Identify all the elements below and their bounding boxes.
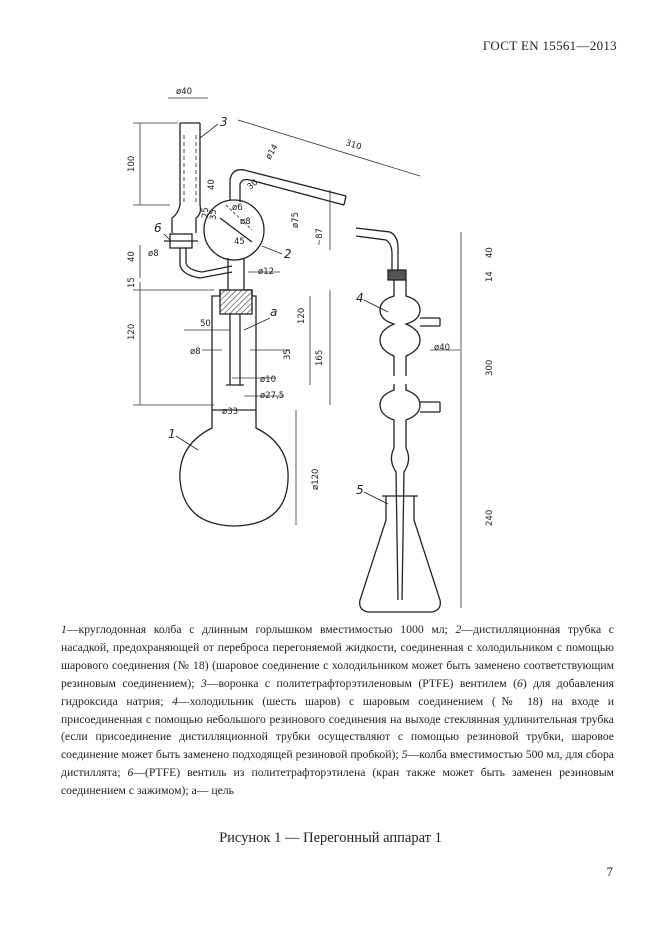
dim-d120: ø120	[311, 468, 321, 490]
figure-title: Рисунок 1 — Перегонный аппарат 1	[219, 830, 442, 846]
dim-d12: ø12	[258, 267, 275, 277]
caption-num-5: 5	[401, 748, 408, 762]
caption-text-5: —колба вместимостью 500 мл, для сбора дистиллята;	[61, 748, 614, 780]
page-number: 7	[606, 864, 613, 879]
dim-d6: ø6	[232, 203, 243, 213]
callout-labels	[154, 115, 364, 497]
dim-300: 300	[485, 359, 495, 376]
caption-text-2: —дистилляционная трубка с насадкой, предохраняющей от переброса перегоняемой жидкости, соединенная с холодильником с помощью шарового соединения (№ 18) (шаровое соединение с холодильником может быть заменено соответствующим резиновым соединением);	[61, 623, 614, 690]
caption-text-1: —круглодонная колба с длинным горлышком вместимостью 1000 мл;	[66, 623, 456, 636]
caption-num-3: 3	[200, 676, 207, 690]
dim-40-cond: 40	[485, 247, 495, 258]
callout-3: 3	[220, 115, 228, 129]
callout-2: 2	[284, 247, 292, 261]
condenser-outline	[356, 228, 440, 612]
dim-35a: 35	[209, 209, 219, 220]
caption-num-2: 2	[455, 623, 462, 636]
callout-a: a	[270, 305, 278, 319]
caption-text-4: —холодильник (шесть шаров) с шаровым соединением (№ 18) на входе и присоединенная с помощью небольшого резинового соединения на выходе стеклянная удлинительная трубка (если присоединение дистилляционной трубки осуществляют с помощью резиновой трубки, шаровое соединение может быть заменено подходящей резиновой пробкой);	[61, 694, 614, 762]
caption-num-1: 1	[61, 623, 67, 636]
dim-d75: ø75	[291, 211, 301, 228]
dim-40a: 40	[207, 179, 217, 190]
dim-87: ~87	[315, 228, 325, 246]
dim-14-cond: 14	[485, 271, 495, 282]
callout-5: 5	[356, 483, 364, 497]
dim-35: 35	[283, 349, 293, 360]
dim-d14: ø14	[263, 142, 281, 162]
dim-45: 45	[234, 237, 245, 247]
dim-25: 25	[201, 207, 211, 218]
dim-d40-cond: ø40	[434, 343, 451, 353]
dim-165: 165	[315, 349, 325, 366]
callout-4: 4	[356, 291, 364, 305]
dim-d27: ø27,5	[260, 391, 285, 401]
dim-120a: 120	[127, 323, 137, 340]
dim-40b: 40	[127, 251, 137, 262]
caption-num-6-ref: 6	[516, 676, 523, 690]
callout-6: 6	[154, 221, 162, 235]
dim-240: 240	[485, 509, 495, 526]
caption-num-6: 6	[127, 766, 134, 780]
caption-text-3: —воронка с политетрафторэтиленовым (PTFE) вентилем (	[206, 676, 517, 690]
dim-d33: ø33	[222, 407, 239, 417]
dim-50: 50	[200, 319, 211, 329]
dim-100: 100	[127, 155, 137, 172]
standard-header: ГОСТ EN 15561—2013	[482, 38, 617, 53]
callout-1: 1	[168, 427, 176, 441]
dim-d8c: ø8	[190, 347, 201, 357]
dim-30: 30	[245, 177, 261, 193]
figure-caption	[61, 621, 614, 800]
caption-text-3b: ) для добавления гидроксида натрия;	[61, 676, 615, 708]
dim-310: 310	[344, 138, 363, 153]
caption-text-6: —(PTFE) вентиль из политетрафторэтилена (кран также может быть заменен резиновым соединением с зажимом); а— цель	[61, 766, 614, 798]
dim-d8a: ø8	[240, 217, 251, 227]
dim-d10: ø10	[260, 375, 277, 385]
caption-num-4: 4	[172, 694, 178, 708]
dim-d40-top: ø40	[176, 87, 193, 97]
dim-120b: 120	[297, 307, 307, 324]
dim-d8b: ø8	[148, 249, 159, 259]
dim-15: 15	[127, 277, 137, 288]
